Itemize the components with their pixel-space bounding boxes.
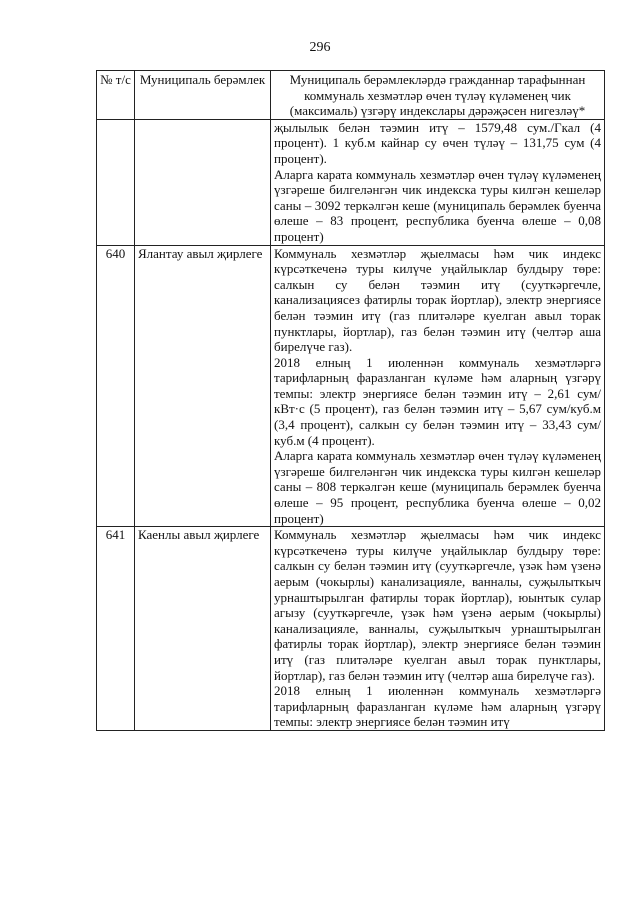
- row-grounds: [271, 527, 605, 731]
- row-municipality: Каенлы авыл җирлеге: [135, 527, 271, 731]
- header-grounds: Муниципаль берәмлекләрдә гражданнар тарафыннан коммуналь хезмәтләр өчен түләү күләменең чик (максималь) үзгәрү индекслары дәрәҗәсен нигезләү*: [271, 71, 605, 120]
- paragraph: җылылык белән тәэмин итү – 1579,48 сум./Гкал (4 процент). 1 куб.м кайнар су өчен түләү – 131,75 сум (4 процент).: [274, 119, 601, 166]
- paragraph: 2018 елның 1 июленнән коммуналь хезмәтләргә тарифларның фаразланган күләме һәм аларның үзгәрү темпы: электр энергиясе белән тәэмин итү: [274, 683, 601, 730]
- header-municipality: Муниципаль берәмлек: [135, 71, 271, 120]
- table-row: [97, 245, 605, 527]
- row-municipality: Ялантау авыл җирлеге: [135, 245, 271, 527]
- header-num: № т/с: [97, 71, 135, 120]
- row-municipality: [135, 119, 271, 245]
- paragraph: Коммуналь хезмәтләр җыелмасы һәм чик индекс күрсәткеченә туры килүче уңайлыклар булдыру төре: салкын су белән тәэмин итү (сууткәргечле, үзәк һәм үзенә аерым (чокырлы) канализацияле, ванналы, суҗылыткыч урнаштырылган фатирлы торак йортлар), юынтык сулар агызу (сууткәргечле, үзәк һәм үзенә аерым (чокырлы) канализацияле, ванналы, суҗылыткыч урнаштырылган фатирлы торак йортлар), электр энергиясе белән тәэмин итү (газ плитәләре куелган авыл торак пунктлары, йортлар), газ белән тәэмин итү (челтәр аша бирелүче газ).: [274, 527, 601, 683]
- paragraph: Коммуналь хезмәтләр җыелмасы һәм чик индекс күрсәткеченә туры килүче уңайлыклар булдыру төре: салкын су белән тәэмин итү (сууткәргечле, канализациясез фатирлы торак йортлар), электр энергиясе белән тәэмин итү (газ плитәләре куелган авыл торак пунктлары, йортлар), газ белән тәэмин итү (челтәр аша бирелүче газ).: [274, 245, 601, 355]
- paragraph: Аларга карата коммуналь хезмәтләр өчен түләү күләменең үзгәреше билгеләнгән чик индекска туры килгән кешеләр саны – 3092 теркәлгән кеше (муниципаль берәмлек буенча өлеше – 83 процент, республика буенча өлеше – 0,08 процент): [274, 166, 601, 244]
- table-row: [97, 527, 605, 731]
- row-num: 641: [97, 527, 135, 731]
- paragraph: 2018 елның 1 июленнән коммуналь хезмәтләргә тарифларның фаразланган күләме һәм аларның үзгәрү темпы: электр энергиясе белән тәэмин итү – 2,61 сум/кВт·с (5 процент), газ белән тәэмин итү – 5,67 сум/куб.м (3,4 процент), салкын су белән тәэмин итү – 33,43 сум/куб.м (4 процент).: [274, 354, 601, 448]
- row-num: [97, 119, 135, 245]
- row-num: 640: [97, 245, 135, 527]
- table-row: [97, 119, 605, 245]
- paragraph: Аларга карата коммуналь хезмәтләр өчен түләү күләменең үзгәреше билгеләнгән чик индекска туры килгән кешеләр саны – 808 теркәлгән кеше (муниципаль берәмлек буенча өлеше – 95 процент, республика буенча өлеше – 0,02 процент): [274, 448, 601, 526]
- page-number: 296: [309, 40, 331, 55]
- tariff-table: [96, 70, 605, 731]
- table-header-row: [97, 71, 605, 120]
- row-grounds: [271, 245, 605, 527]
- row-grounds: [271, 119, 605, 245]
